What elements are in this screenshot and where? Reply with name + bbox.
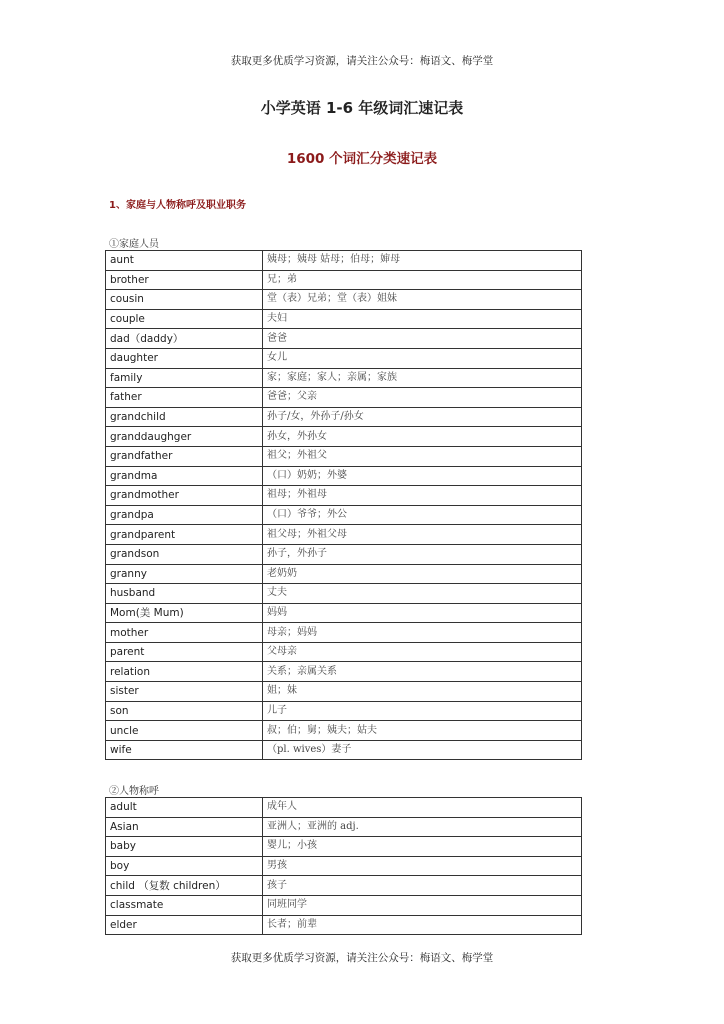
table-row — [106, 701, 582, 721]
word-chinese: 丈夫 — [263, 584, 582, 604]
word-chinese: 孩子 — [263, 876, 582, 896]
word-english: Asian — [106, 817, 263, 837]
word-english: parent — [106, 642, 263, 662]
word-english: sister — [106, 682, 263, 702]
word-chinese: 母亲；妈妈 — [263, 623, 582, 643]
word-english: classmate — [106, 895, 263, 915]
table-row — [106, 270, 582, 290]
word-chinese: 堂（表）兄弟；堂（表）姐妹 — [263, 290, 582, 310]
word-english: grandma — [106, 466, 263, 486]
word-chinese: 爸爸 — [263, 329, 582, 349]
word-english: grandfather — [106, 446, 263, 466]
table-row — [106, 329, 582, 349]
table-row — [106, 876, 582, 896]
document-title: 小学英语 1-6 年级词汇速记表 — [260, 99, 464, 117]
word-english: dad（daddy） — [106, 329, 263, 349]
word-chinese: 老奶奶 — [263, 564, 582, 584]
word-chinese: 亚洲人；亚洲的 adj. — [263, 817, 582, 837]
word-chinese: 男孩 — [263, 856, 582, 876]
table-row — [106, 603, 582, 623]
word-chinese: 祖父母；外祖父母 — [263, 525, 582, 545]
word-english: granny — [106, 564, 263, 584]
word-chinese: 叔；伯；舅；姨夫；姑夫 — [263, 721, 582, 741]
table-row — [106, 309, 582, 329]
word-chinese: 兄；弟 — [263, 270, 582, 290]
section-heading: 1、家庭与人物称呼及职业职务 — [109, 200, 246, 211]
footer-note: 获取更多优质学习资源，请关注公众号：梅语文、梅学堂 — [230, 952, 494, 964]
table-row — [106, 446, 582, 466]
header-note: 获取更多优质学习资源，请关注公众号：梅语文、梅学堂 — [230, 55, 494, 67]
table-row — [106, 584, 582, 604]
table-row — [106, 837, 582, 857]
table-row — [106, 856, 582, 876]
word-chinese: 父母亲 — [263, 642, 582, 662]
table-row — [106, 407, 582, 427]
word-english: mother — [106, 623, 263, 643]
word-english: grandpa — [106, 505, 263, 525]
word-english: granddaughger — [106, 427, 263, 447]
word-chinese: 祖母；外祖母 — [263, 486, 582, 506]
word-chinese: 同班同学 — [263, 895, 582, 915]
table-row — [106, 486, 582, 506]
family-members-table — [105, 250, 582, 760]
table-row — [106, 466, 582, 486]
word-english: boy — [106, 856, 263, 876]
table-row — [106, 642, 582, 662]
table-row — [106, 798, 582, 818]
word-english: cousin — [106, 290, 263, 310]
table-row — [106, 623, 582, 643]
word-english: son — [106, 701, 263, 721]
word-english: Mom(美 Mum) — [106, 603, 263, 623]
word-english: husband — [106, 584, 263, 604]
word-chinese: 爸爸；父亲 — [263, 388, 582, 408]
word-english: aunt — [106, 251, 263, 271]
table-row — [106, 682, 582, 702]
word-english: grandchild — [106, 407, 263, 427]
word-chinese: 孙女，外孙女 — [263, 427, 582, 447]
word-english: daughter — [106, 348, 263, 368]
word-chinese: （pl. wives）妻子 — [263, 740, 582, 760]
table-row — [106, 721, 582, 741]
word-english: wife — [106, 740, 263, 760]
word-chinese: 孙子，外孙子 — [263, 544, 582, 564]
table-row — [106, 564, 582, 584]
word-english: brother — [106, 270, 263, 290]
table-row — [106, 348, 582, 368]
word-chinese: 孙子/女，外孙子/孙女 — [263, 407, 582, 427]
table-row — [106, 290, 582, 310]
table-row — [106, 915, 582, 935]
word-english: relation — [106, 662, 263, 682]
word-chinese: 婴儿；小孩 — [263, 837, 582, 857]
word-chinese: 儿子 — [263, 701, 582, 721]
table-row — [106, 817, 582, 837]
family-members-label: ①家庭人员 — [109, 239, 159, 250]
word-chinese: 祖父；外祖父 — [263, 446, 582, 466]
word-english: elder — [106, 915, 263, 935]
word-chinese: （口）爷爷；外公 — [263, 505, 582, 525]
document-subtitle: 1600 个词汇分类速记表 — [286, 151, 438, 167]
word-english: grandparent — [106, 525, 263, 545]
word-chinese: 家；家庭；家人；亲属；家族 — [263, 368, 582, 388]
word-english: grandson — [106, 544, 263, 564]
person-titles-table — [105, 797, 582, 935]
word-chinese: 妈妈 — [263, 603, 582, 623]
table-row — [106, 251, 582, 271]
person-titles-label: ②人物称呼 — [109, 786, 159, 797]
word-chinese: 关系；亲属关系 — [263, 662, 582, 682]
word-english: baby — [106, 837, 263, 857]
table-row — [106, 368, 582, 388]
word-chinese: 女儿 — [263, 348, 582, 368]
table-row — [106, 505, 582, 525]
word-english: uncle — [106, 721, 263, 741]
table-row — [106, 662, 582, 682]
word-chinese: 姐；妹 — [263, 682, 582, 702]
word-chinese: （口）奶奶；外婆 — [263, 466, 582, 486]
table-row — [106, 895, 582, 915]
word-english: grandmother — [106, 486, 263, 506]
table-row — [106, 740, 582, 760]
word-chinese: 长者；前辈 — [263, 915, 582, 935]
word-chinese: 夫妇 — [263, 309, 582, 329]
word-chinese: 成年人 — [263, 798, 582, 818]
word-chinese: 姨母；姨母 姑母；伯母；婶母 — [263, 251, 582, 271]
word-english: couple — [106, 309, 263, 329]
word-english: child （复数 children） — [106, 876, 263, 896]
table-row — [106, 525, 582, 545]
table-row — [106, 388, 582, 408]
table-row — [106, 544, 582, 564]
word-english: family — [106, 368, 263, 388]
word-english: father — [106, 388, 263, 408]
word-english: adult — [106, 798, 263, 818]
table-row — [106, 427, 582, 447]
